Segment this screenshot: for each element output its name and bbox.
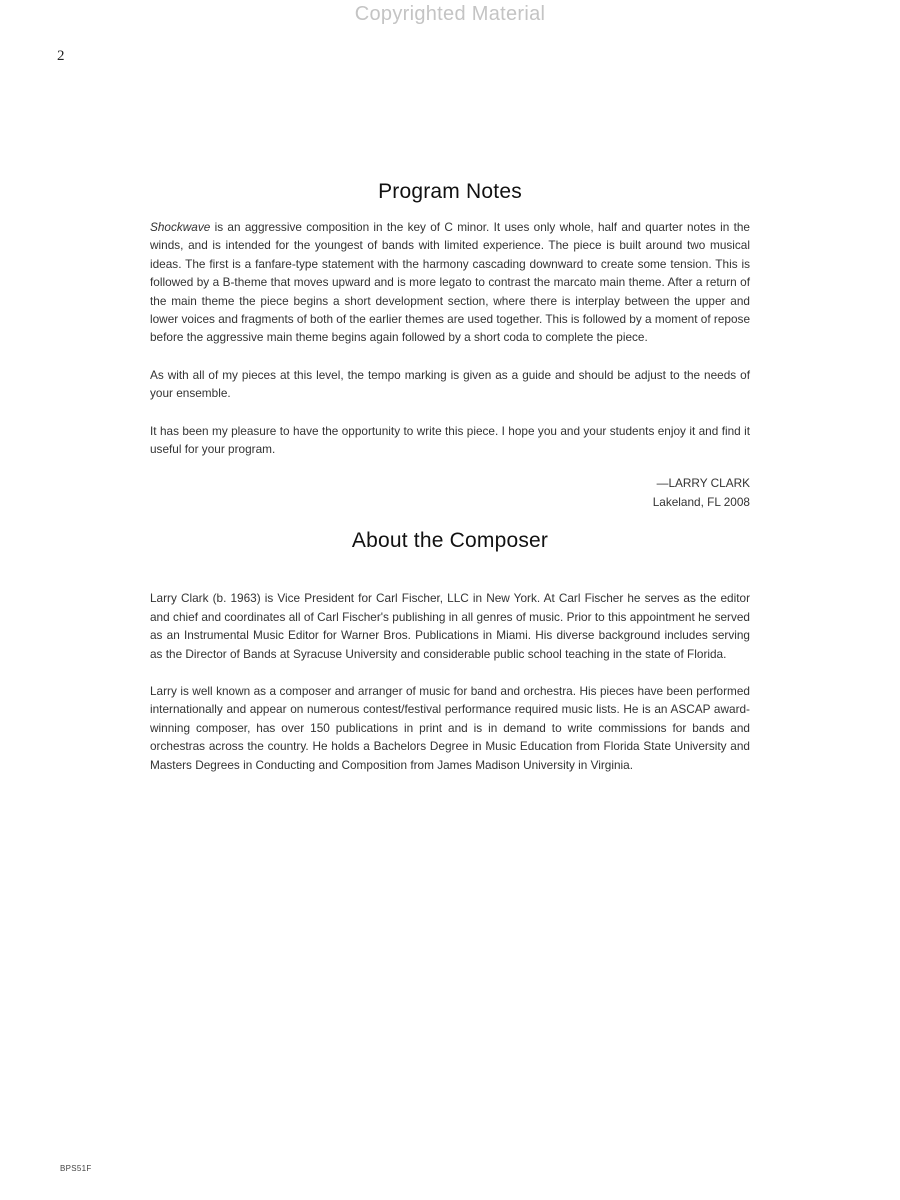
catalog-code: BPS51F (60, 1164, 92, 1173)
program-notes-heading: Program Notes (378, 180, 522, 203)
piece-title: Shockwave (150, 220, 211, 234)
about-composer-paragraph-2: Larry is well known as a composer and arranger of music for band and orchestra. His pieces have been performed internationally and appear on numerous contest/festival performance required music lists. He is an ASCAP award-winning composer, has over 150 publications in print and is in demand to write commissions for bands and orchestras across the country. He holds a Bachelors Degree in Music Education from Florida State University and Masters Degrees in Conducting and Composition from James Madison University in Virginia. (150, 683, 750, 772)
program-notes-paragraph-3: It has been my pleasure to have the opportunity to write this piece. I hope you and your students enjoy it and find it useful for your program. (150, 423, 750, 457)
signature-block (150, 474, 750, 511)
program-notes-paragraph-2: As with all of my pieces at this level, the tempo marking is given as a guide and should be adjust to the needs of your ensemble. (150, 367, 750, 401)
program-notes-paragraph-1-text: is an aggressive composition in the key of C minor. It uses only whole, half and quarter notes in the winds, and is intended for the youngest of bands with limited experience. The piece is built around two musical ideas. The first is a fanfare-type statement with the harmony cascading downward to create some tension. This is followed by a B-theme that moves upward and is more legato to contrast the marcato main theme. After a return of the main theme the piece begins a short development section, where there is interplay between the upper and lower voices and fragments of both of the earlier themes are used together. This is followed by a moment of repose before the aggressive main theme begins again followed by a short coda to complete the piece. (150, 220, 750, 345)
about-composer-paragraph-1: Larry Clark (b. 1963) is Vice President for Carl Fischer, LLC in New York. At Carl Fischer he serves as the editor and chief and coordinates all of Carl Fischer's publishing in all genres of music. Prior to this appointment he served as an Instrumental Music Editor for Warner Bros. Publications in Miami. His diverse background includes serving as the Director of Bands at Syracuse University and considerable public school teaching in the state of Florida. (150, 591, 750, 661)
copyright-watermark: Copyrighted Material (354, 3, 546, 25)
signature-name: —LARRY CLARK (656, 476, 750, 491)
page-content (150, 180, 750, 793)
program-notes-paragraph-1 (150, 218, 750, 347)
about-composer-heading: About the Composer (351, 529, 549, 553)
signature-place: Lakeland, FL 2008 (652, 494, 750, 509)
page-number: 2 (57, 48, 65, 64)
